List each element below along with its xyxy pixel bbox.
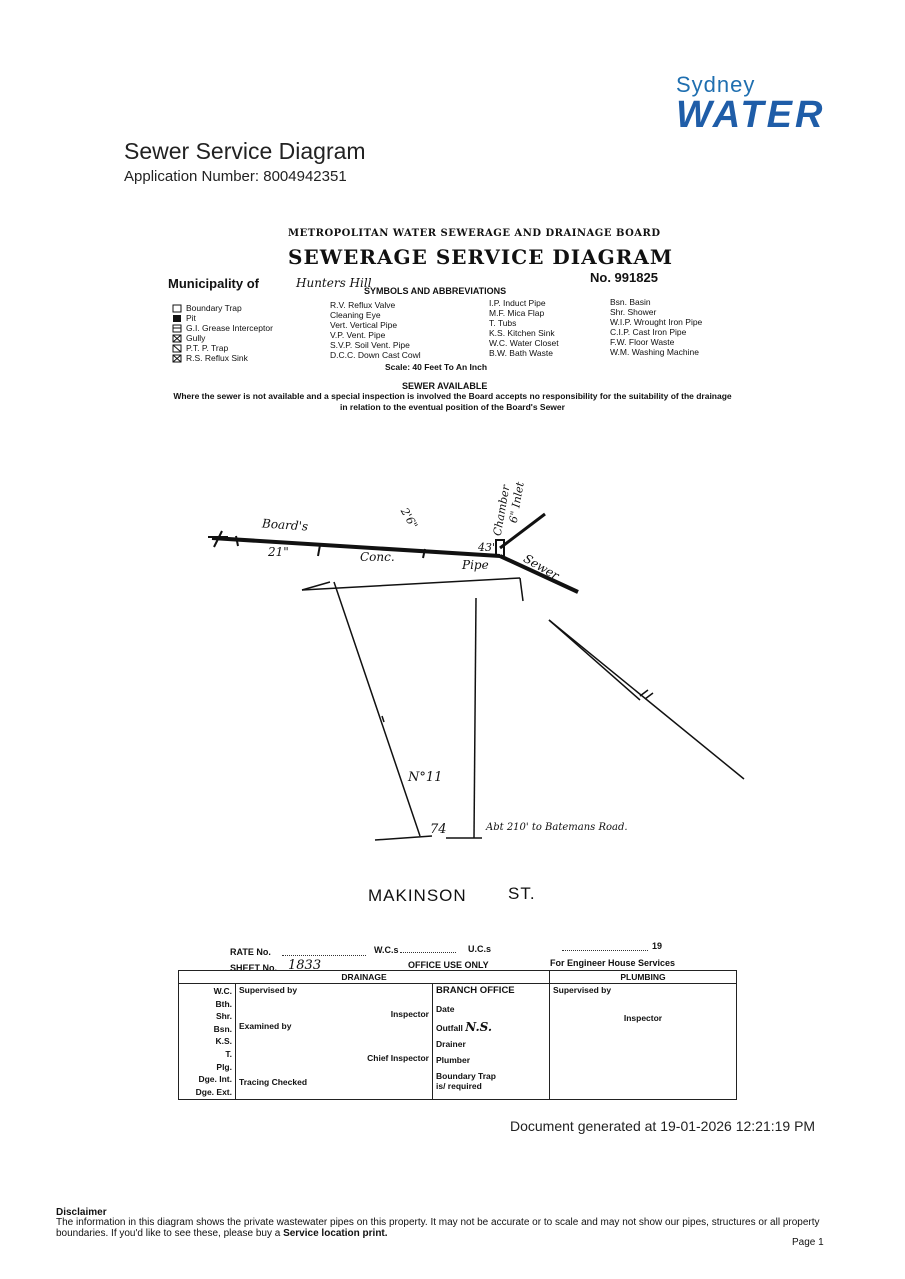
generated-timestamp: Document generated at 19-01-2026 12:21:19 PM (510, 1118, 816, 1134)
drainage-item: Bsn. (213, 1023, 232, 1034)
inspector-label: Inspector (390, 1009, 429, 1019)
label-lot: N°11 (408, 770, 443, 785)
symbol-item: P.T. P. Trap (186, 343, 229, 353)
plumbing-supervised-label: Supervised by (553, 985, 612, 995)
label-boards: Board's (261, 516, 309, 534)
office-use-label: OFFICE USE ONLY (408, 960, 489, 970)
symbol-item: Shr. Shower (610, 307, 657, 317)
symbol-item: K.S. Kitchen Sink (489, 328, 555, 338)
logo-sydney-text: Sydney (676, 72, 756, 97)
rate-line (282, 955, 366, 956)
drainage-items (179, 984, 236, 1100)
sheet-label: SHEET No. (230, 963, 278, 973)
drainage-inspection (236, 984, 433, 1100)
label-size: 21" (268, 545, 289, 559)
label-sewer: Sewer (521, 551, 562, 583)
examined-label: Examined by (239, 1021, 292, 1031)
symbol-item: Bsn. Basin (610, 297, 651, 307)
municipality-value: Hunters Hill (296, 276, 372, 290)
tracing-label: Tracing Checked (239, 1077, 308, 1087)
label-number: 74 (430, 822, 447, 837)
drainage-item: Bth. (215, 998, 232, 1009)
symbol-item: Boundary Trap (186, 303, 242, 313)
date-line (562, 950, 648, 951)
label-chamber: Chamber (490, 484, 513, 537)
logo-water-text: WATER (676, 94, 826, 136)
outfall-row (436, 1020, 546, 1034)
symbol-item: W.C. Water Closet (489, 338, 559, 348)
disclaimer-body: The information in this diagram shows the private wastewater pipes on this property. It may not be accurate or to scale and may not show our pipes, structures or all property boundaries. If you'd like to see these, please buy a (56, 1217, 820, 1239)
municipality-label: Municipality of (168, 276, 259, 291)
symbol-item: Vert. Vertical Pipe (330, 320, 398, 330)
engineer-label: For Engineer House Services (550, 958, 676, 968)
drainage-item: Plg. (216, 1061, 232, 1072)
page-number: Page 1 (792, 1237, 824, 1248)
symbol-item: Cleaning Eye (330, 310, 381, 320)
supervised-label: Supervised by (239, 985, 298, 995)
branch-date-label: Date (436, 1004, 455, 1014)
ucs-label: U.C.s (468, 944, 492, 954)
street-suffix: ST. (508, 884, 536, 903)
symbol-item: I.P. Induct Pipe (489, 298, 546, 308)
symbol-item: M.F. Mica Flap (489, 308, 545, 318)
symbol-item: V.P. Vent. Pipe (330, 330, 386, 340)
wcs-label: W.C.s (374, 945, 399, 955)
plumbing-inspector-label: Inspector (623, 1013, 663, 1023)
outfall-label: Outfall (436, 1023, 463, 1033)
service-location-link[interactable]: Service location print. (283, 1228, 388, 1239)
drainage-item: Dge. Ext. (195, 1086, 232, 1097)
disclaimer-text (56, 1217, 846, 1239)
symbols-heading: SYMBOLS AND ABBREVIATIONS (364, 286, 507, 296)
diagram-number: No. 991825 (590, 270, 658, 285)
branch-office-cell (433, 984, 550, 1100)
symbol-item: F.W. Floor Waste (610, 337, 675, 347)
application-number: Application Number: 8004942351 (124, 168, 347, 185)
symbol-item: R.S. Reflux Sink (186, 353, 248, 363)
disclaimer-heading: Disclaimer (56, 1207, 107, 1218)
drainage-item: Dge. Int. (198, 1074, 232, 1085)
plumbing-heading: PLUMBING (550, 971, 737, 984)
label-distance-road: Abt 210' to Batemans Road. (486, 822, 628, 833)
plumber-label: Plumber (436, 1055, 471, 1065)
sewer-note: Where the sewer is not available and a special inspection is involved the Board accepts no responsibility for the suitability of the drainage in relation to the eventual position of the Board's Sewer (173, 391, 732, 412)
label-length: 43' (478, 541, 496, 554)
drainage-item: T. (225, 1048, 232, 1059)
symbol-item: S.V.P. Soil Vent. Pipe (330, 340, 410, 350)
street-name: MAKINSON (368, 886, 467, 905)
symbol-item: W.M. Washing Machine (610, 347, 699, 357)
chief-inspector-label: Chief Inspector (367, 1053, 429, 1063)
label-conc: Conc. (360, 550, 395, 564)
symbol-item: Pit (186, 313, 196, 323)
scale-text: Scale: 40 Feet To An Inch (385, 362, 488, 372)
outfall-value: N.S. (465, 1020, 493, 1034)
symbol-item: B.W. Bath Waste (489, 348, 553, 358)
lot-boundary-right (474, 598, 476, 838)
branch-office-label: BRANCH OFFICE (436, 985, 515, 996)
symbol-item: G.I. Grease Interceptor (186, 323, 273, 333)
symbol-item: R.V. Reflux Valve (330, 300, 396, 310)
drainage-item: K.S. (215, 1036, 232, 1047)
wcs-line (400, 952, 456, 953)
symbol-item: Gully (186, 333, 206, 343)
drainage-item: Shr. (215, 1011, 232, 1022)
label-inlet: 6" Inlet (506, 480, 527, 525)
page-title: Sewer Service Diagram (124, 138, 366, 164)
lot-boundary-left (334, 582, 420, 836)
diagram-title: SEWERAGE SERVICE DIAGRAM (288, 245, 673, 269)
boundary-trap-label: Boundary Trap (436, 1071, 496, 1081)
required-label: is/ required (436, 1081, 482, 1091)
sewer-available: SEWER AVAILABLE (402, 381, 488, 391)
symbol-item: C.I.P. Cast Iron Pipe (610, 327, 687, 337)
drainage-heading: DRAINAGE (179, 971, 550, 984)
drainage-item: W.C. (213, 986, 232, 996)
label-pipe: Pipe (462, 558, 489, 572)
symbol-item: T. Tubs (489, 318, 517, 328)
year-label: 19 (652, 941, 663, 951)
sheet-value: 1833 (288, 958, 322, 973)
symbol-item: W.I.P. Wrought Iron Pipe (610, 317, 703, 327)
board-header: METROPOLITAN WATER SEWERAGE AND DRAINAGE BOARD (288, 228, 661, 239)
rate-label: RATE No. (230, 947, 271, 957)
symbol-item: D.C.C. Down Cast Cowl (330, 350, 421, 360)
label-distance: 2'6" (397, 505, 421, 532)
office-use-table (178, 970, 737, 1100)
drainer-label: Drainer (436, 1039, 466, 1049)
plumbing-cell (550, 984, 737, 1100)
diagonal-line (549, 620, 744, 779)
boards-sewer-line (212, 538, 500, 556)
